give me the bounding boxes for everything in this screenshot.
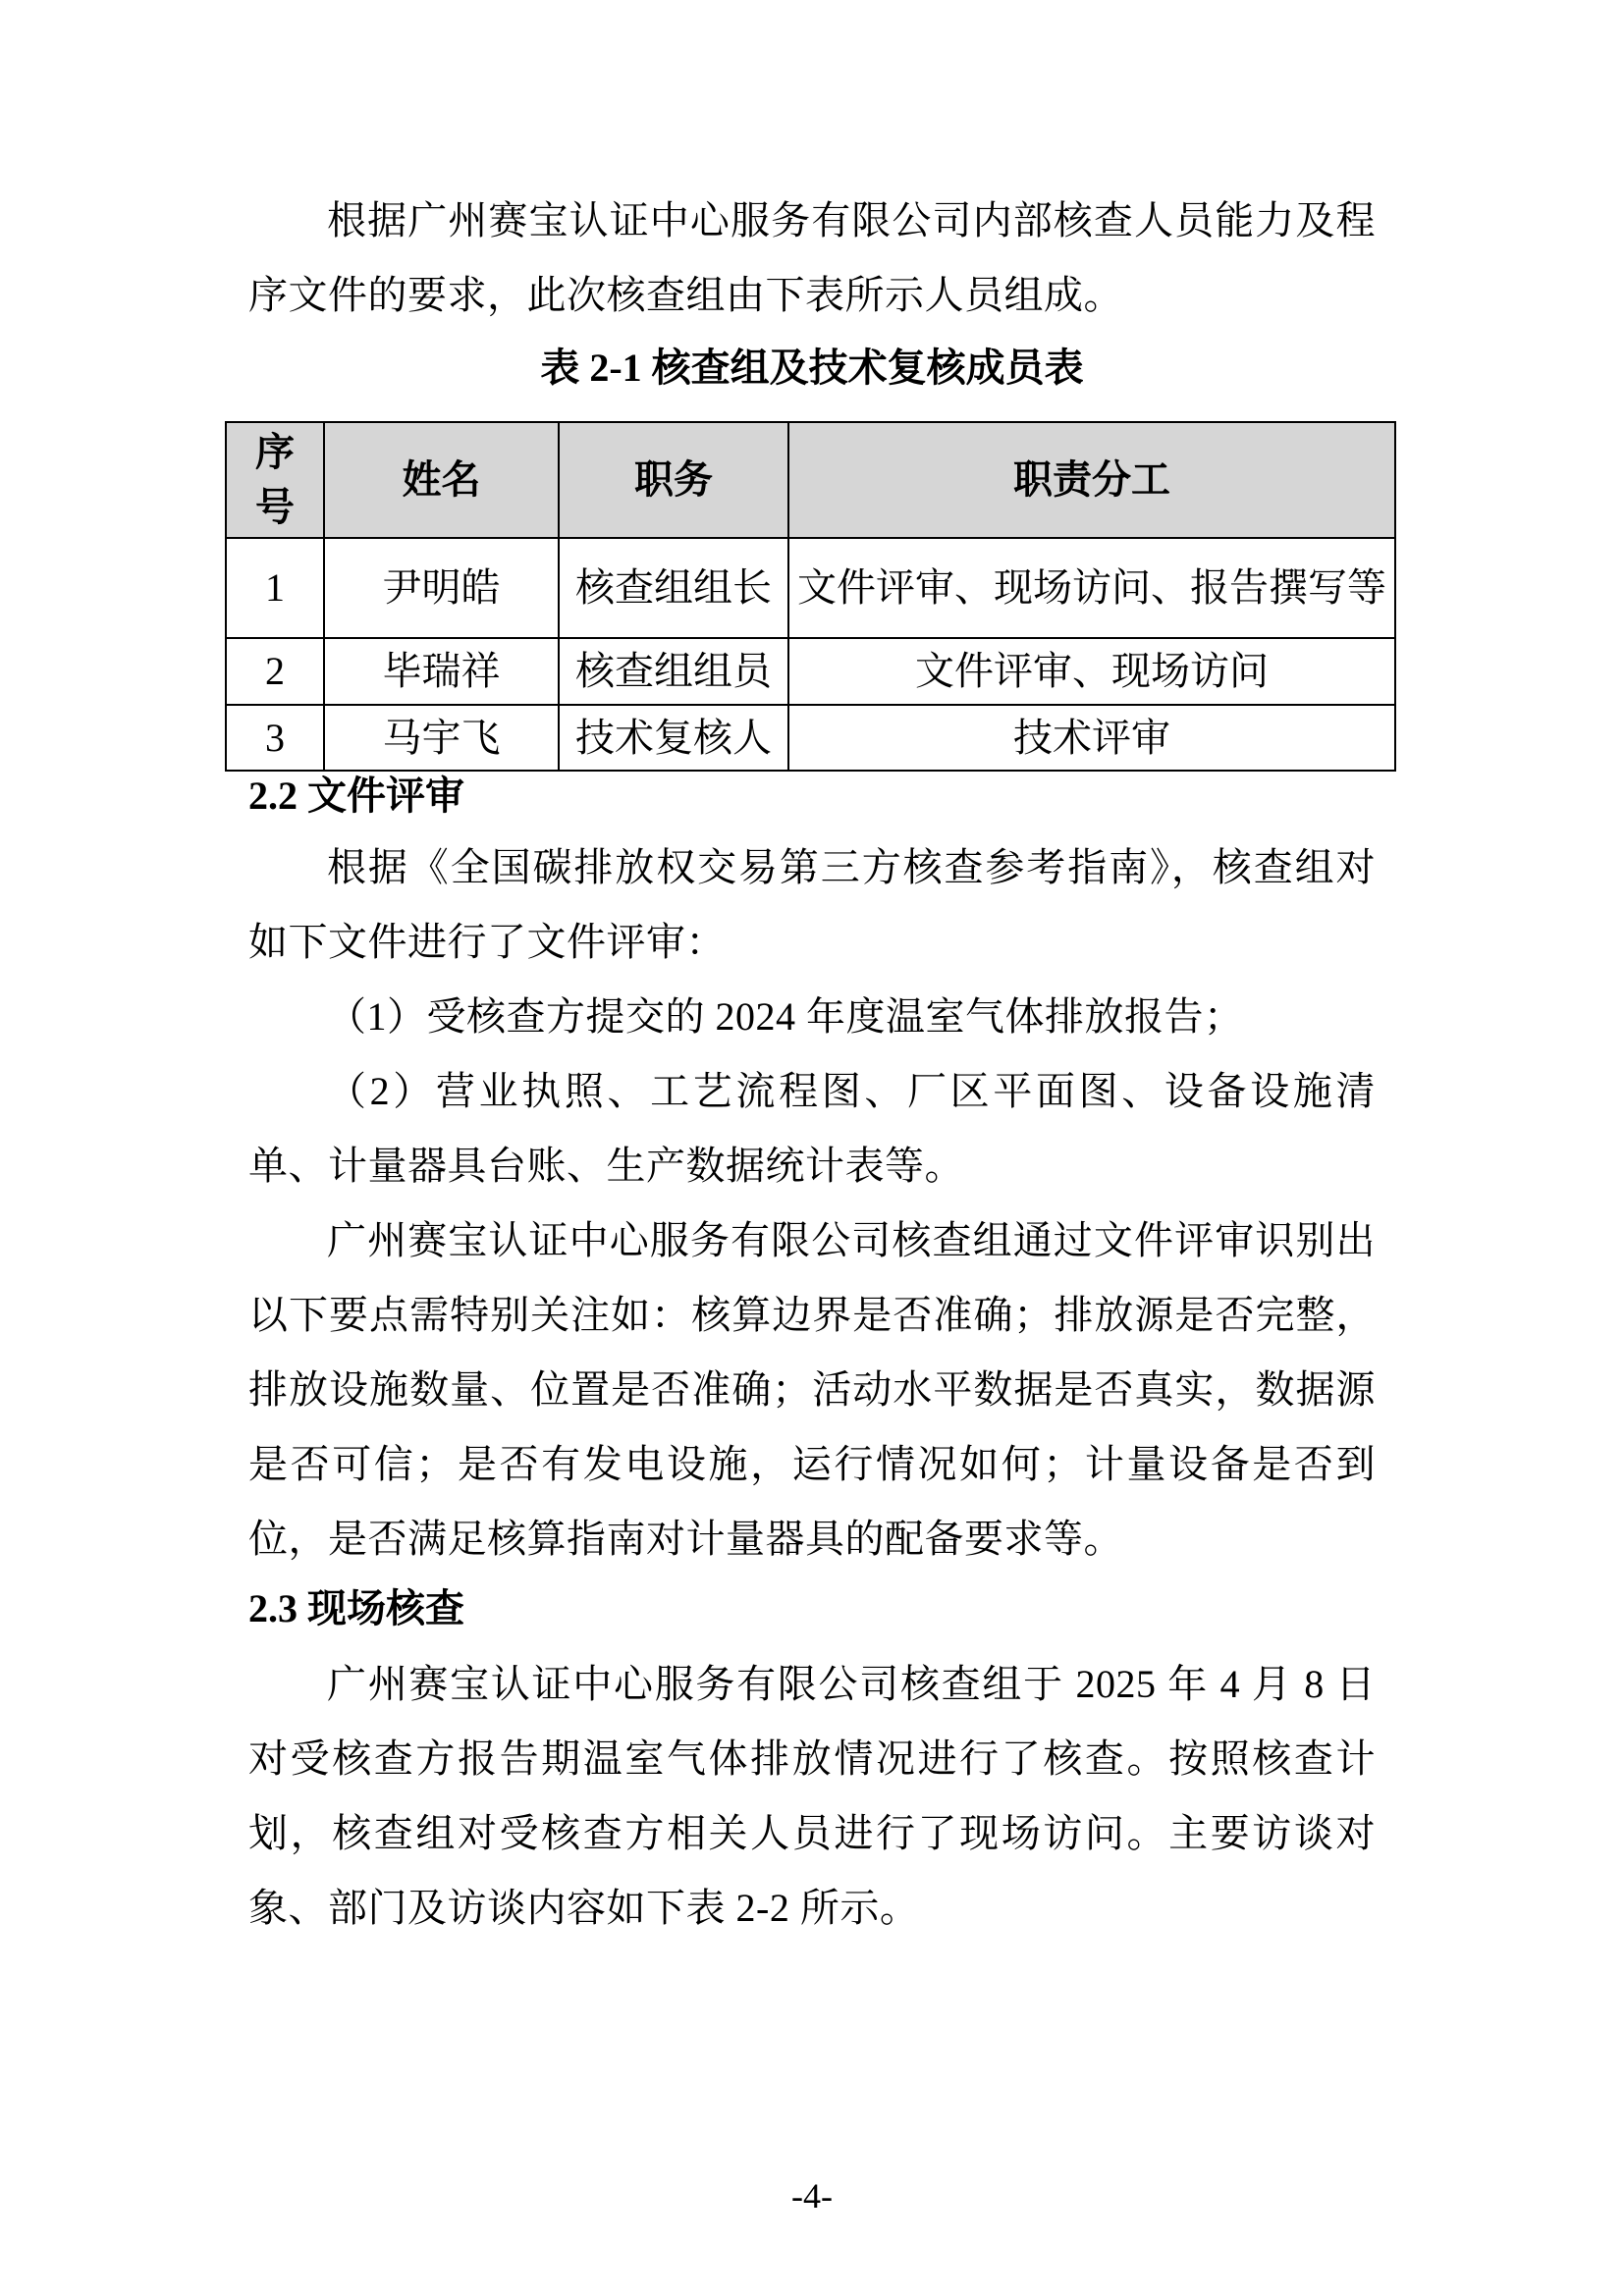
cell-name: 尹明皓 [324,538,559,638]
table-header-row [226,422,1395,538]
intro-paragraph: 根据广州赛宝认证中心服务有限公司内部核查人员能力及程序文件的要求，此次核查组由下表所示人员组成。 [248,198,1376,317]
section-heading-2-2: 2.2 文件评审 [248,774,464,818]
section-2-2-list-item-2: （2）营业执照、工艺流程图、厂区平面图、设备设施清单、计量器具台账、生产数据统计表等。 [248,1069,1376,1188]
table-row [226,538,1395,638]
cell-seq: 3 [226,705,324,771]
table-row [226,638,1395,705]
table-row [226,705,1395,771]
cell-seq: 2 [226,638,324,705]
cell-name: 毕瑞祥 [324,638,559,705]
members-table [225,421,1396,772]
section-2-2-paragraph-2: 广州赛宝认证中心服务有限公司核查组通过文件评审识别出以下要点需特别关注如：核算边界是否准确；排放源是否完整，排放设施数量、位置是否准确；活动水平数据是否真实，数据源是否可信；是否有发电设施，运行情况如何；计量设备是否到位，是否满足核算指南对计量器具的配备要求等。 [248,1218,1376,1561]
section-2-2-list-item-1: （1）受核查方提交的 2024 年度温室气体排放报告； [327,994,1244,1039]
table-caption: 表 2-1 核查组及技术复核成员表 [540,346,1084,390]
page-number: -4- [791,2176,833,2216]
cell-name: 马宇飞 [324,705,559,771]
col-header-duty: 职责分工 [788,422,1395,538]
cell-duty: 文件评审、现场访问、报告撰写等 [788,538,1395,638]
cell-role: 核查组组长 [559,538,788,638]
cell-seq: 1 [226,538,324,638]
cell-duty: 技术评审 [788,705,1395,771]
section-2-2-paragraph-1: 根据《全国碳排放权交易第三方核查参考指南》，核查组对如下文件进行了文件评审： [248,845,1376,964]
col-header-role: 职务 [559,422,788,538]
section-heading-2-3: 2.3 现场核查 [248,1586,464,1630]
section-2-3-paragraph-1: 广州赛宝认证中心服务有限公司核查组于 2025 年 4 月 8 日对受核查方报告期温室气体排放情况进行了核查。按照核查计划，核查组对受核查方相关人员进行了现场访问。主要访谈对象、部门及访谈内容如下表 2-2 所示。 [248,1662,1376,1930]
cell-role: 核查组组员 [559,638,788,705]
col-header-seq-label: 序号 [255,430,295,529]
cell-duty: 文件评审、现场访问 [788,638,1395,705]
cell-role: 技术复核人 [559,705,788,771]
col-header-name: 姓名 [324,422,559,538]
col-header-seq [226,422,324,538]
